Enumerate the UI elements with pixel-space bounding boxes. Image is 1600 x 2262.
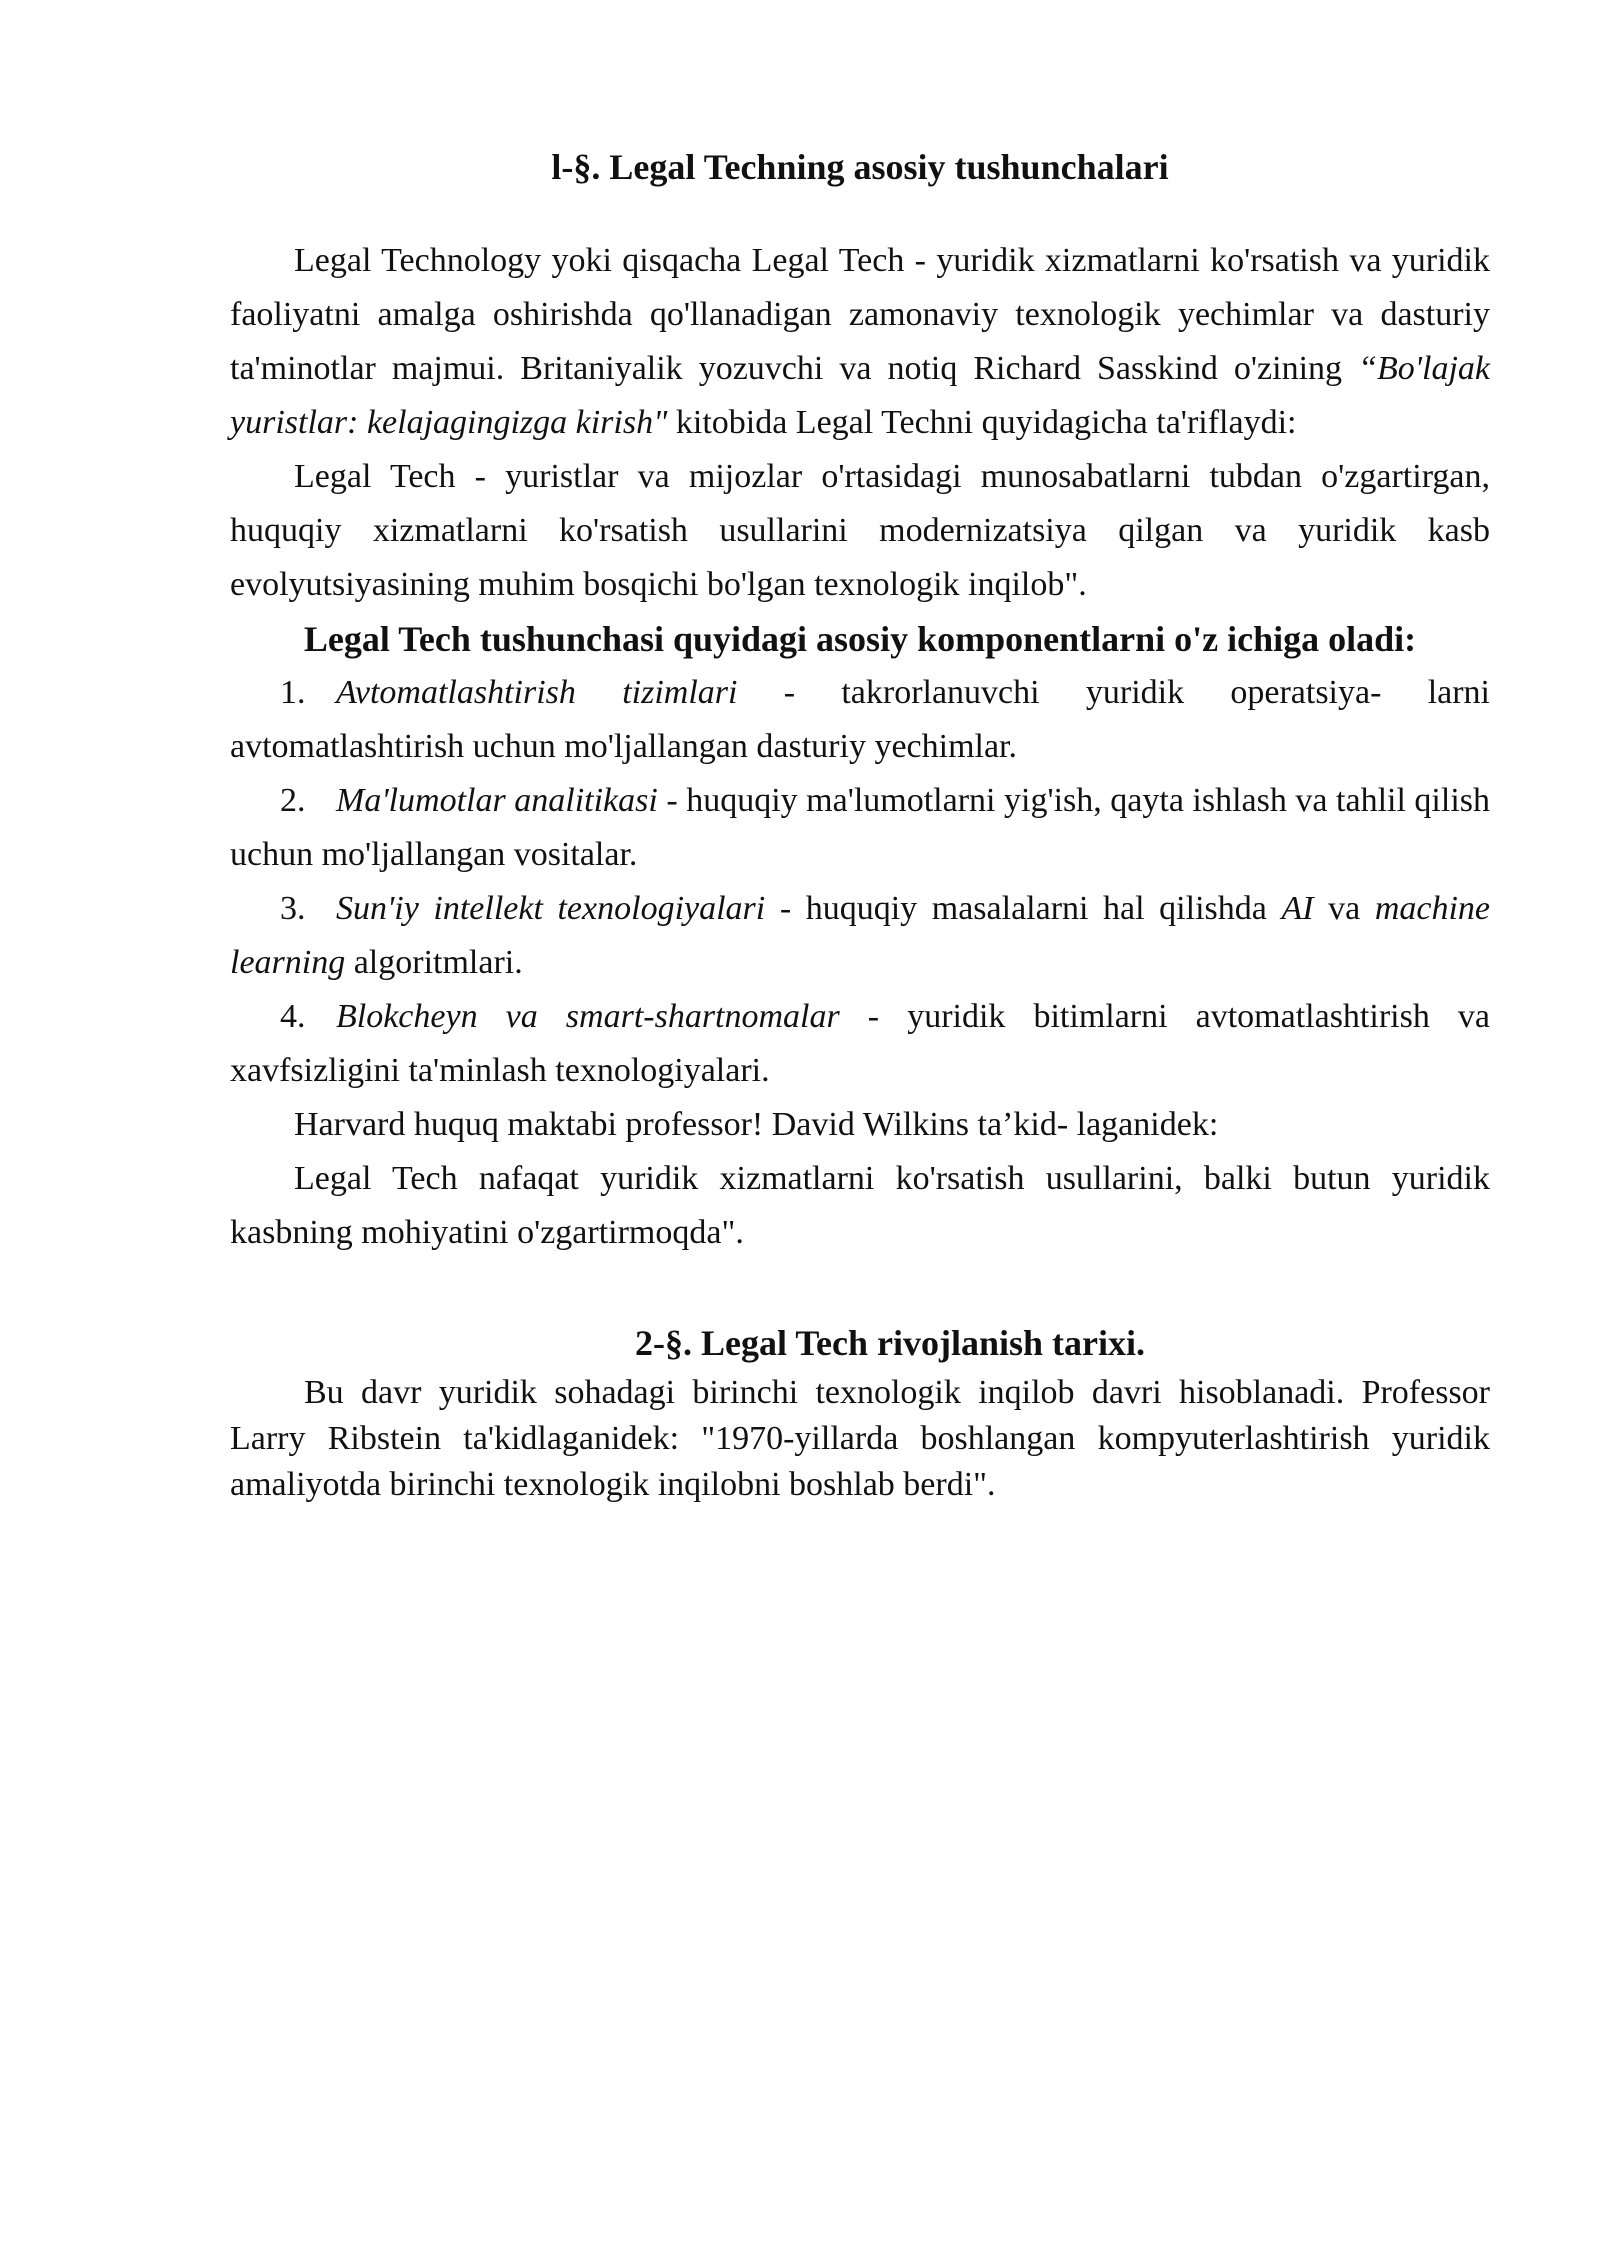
- book-title: “Bo'lajak yuristlar: kelajagingizga kirish": [230, 350, 1490, 441]
- list-text: - huquqiy ma'lumotlarni yig'ish, qayta ishlash va tahlil qilish uchun mo'ljallangan vositalar.: [230, 782, 1491, 873]
- list-term-ml: machine learning: [230, 890, 1491, 981]
- list-text: va: [1313, 890, 1375, 927]
- list-text: - takrorlanuvchi yuridik operatsiya- larni avtomatlashtirish uchun mo'ljallangan dasturiy yechimlar.: [230, 674, 1490, 765]
- components-heading: Legal Tech tushunchasi quyidagi asosiy komponentlarni o'z ichiga oladi:: [303, 619, 1417, 659]
- section-1-paragraph-1: [230, 234, 1490, 450]
- paragraph-1-text-a: Legal Technology yoki qisqacha Legal Tech - yuridik xizmatlarni ko'rsatish va yuridik faoliyatni amalga oshirishda qo'llanadigan zamonaviy texnologik yechimlar va dasturiy ta'minotlar majmui. Britaniyalik yozuvchi va notiq Richard Sasskind o'zining: [230, 242, 1490, 387]
- list-number: 1.: [280, 674, 306, 711]
- list-item-4: [230, 990, 1490, 1098]
- section-1-paragraph-4: Legal Tech nafaqat yuridik xizmatlarni ko'rsatish usullarini, balki butun yuridik kasbning mohiyatini o'zgartirmoqda".: [230, 1160, 1490, 1251]
- section-1-title: l-§. Legal Techning asosiy tushunchalari: [551, 147, 1169, 187]
- list-term-ai: AI: [1281, 890, 1314, 927]
- list-text: - huquqiy masalalarni hal qilishda: [765, 890, 1282, 927]
- list-term: Sun'iy intellekt texnologiyalari: [336, 890, 766, 927]
- list-item-1: [230, 666, 1490, 774]
- list-text: - yuridik bitimlarni avtomatlashtirish va xavfsizligini ta'minlash texnologiyalari.: [230, 998, 1490, 1089]
- list-text: algoritmlari.: [345, 944, 523, 981]
- list-term: Ma'lumotlar analitikasi: [336, 782, 658, 819]
- list-number: 3.: [280, 890, 306, 927]
- list-term: Avtomatlashtirish tizimlari: [336, 674, 738, 711]
- list-number: 2.: [280, 782, 306, 819]
- section-1-paragraph-3: Harvard huquq maktabi professor! David Wilkins ta’kid- laganidek:: [294, 1106, 1219, 1143]
- list-number: 4.: [280, 998, 306, 1035]
- section-2-paragraph-1: Bu davr yuridik sohadagi birinchi texnologik inqilob davri hisoblanadi. Professor Larry Ribstein ta'kidlaganidek: "1970-yillarda boshlangan kompyuterlashtirish yuridik amaliyotda birinchi texnologik inqilobni boshlab berdi".: [230, 1374, 1490, 1503]
- document-page: [230, 140, 1490, 1508]
- list-item-2: [230, 774, 1490, 882]
- section-2-title: 2-§. Legal Tech rivojlanish tarixi.: [634, 1323, 1145, 1363]
- paragraph-1-text-b: kitobida Legal Techni quyidagicha ta'riflaydi:: [667, 404, 1297, 441]
- list-term: Blokcheyn va smart-shartnomalar: [336, 998, 840, 1035]
- section-1-paragraph-2: Legal Tech - yuristlar va mijozlar o'rtasidagi munosabatlarni tubdan o'zgartirgan, huquqiy xizmatlarni ko'rsatish usullarini modernizatsiya qilgan va yuridik kasb evolyutsiyasining muhim bosqichi bo'lgan texnologik inqilob".: [230, 458, 1490, 603]
- list-item-3: [230, 882, 1490, 990]
